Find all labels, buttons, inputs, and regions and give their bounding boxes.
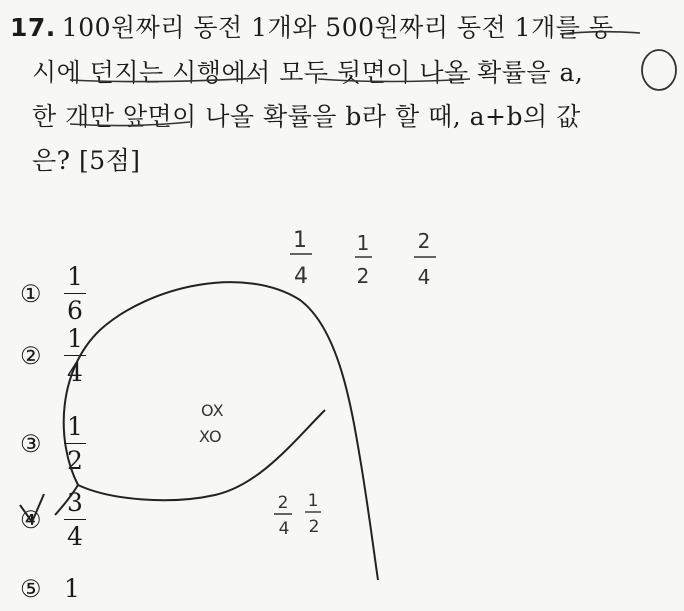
choice-marker: ③ <box>20 429 42 458</box>
choice-4[interactable] <box>20 490 86 549</box>
choice-marker: ④ <box>20 505 42 534</box>
circle-mark <box>642 50 676 90</box>
denominator: 2 <box>67 446 83 475</box>
denominator: 6 <box>67 296 83 325</box>
denominator: 4 <box>67 358 83 387</box>
hw-fraction-e <box>305 491 321 537</box>
numerator: 3 <box>64 490 86 520</box>
problem-line-1 <box>10 8 613 44</box>
choice-3[interactable] <box>20 414 86 473</box>
svg-text:1: 1 <box>293 228 307 253</box>
hw-fraction-a <box>290 228 312 289</box>
svg-text:4: 4 <box>278 519 290 539</box>
hw-outcome-table <box>199 401 224 446</box>
fraction <box>64 414 86 473</box>
svg-text:4: 4 <box>417 265 431 289</box>
problem-number: 17. <box>10 13 56 42</box>
choice-1[interactable] <box>20 264 86 323</box>
svg-text:OX: OX <box>201 401 224 420</box>
fraction <box>64 326 86 385</box>
problem-text-1: 100원짜리 동전 1개와 500원짜리 동전 1개를 동 <box>61 13 614 42</box>
problem-line-2: 시에 던지는 시행에서 모두 뒷면이 나올 확률을 a, <box>32 58 584 87</box>
svg-text:2: 2 <box>277 493 289 513</box>
choice-5[interactable] <box>20 574 80 603</box>
svg-text:XO: XO <box>199 427 222 446</box>
numerator: 1 <box>64 414 86 444</box>
svg-text:2: 2 <box>356 264 370 288</box>
svg-text:2: 2 <box>308 517 320 537</box>
svg-text:1: 1 <box>307 491 319 511</box>
choice-2[interactable] <box>20 326 86 385</box>
svg-text:1: 1 <box>356 231 370 255</box>
numerator: 1 <box>64 264 86 294</box>
hw-fraction-d <box>274 493 292 539</box>
numerator: 1 <box>64 326 86 356</box>
hw-fraction-b <box>355 231 372 288</box>
denominator: 4 <box>67 522 83 551</box>
svg-text:4: 4 <box>294 264 308 289</box>
choice-marker: ① <box>20 279 42 308</box>
problem-line-4: 은? [5점] <box>32 146 141 175</box>
loop-stroke <box>64 282 378 580</box>
choice-value: 1 <box>64 574 80 603</box>
fraction <box>64 264 86 323</box>
svg-text:2: 2 <box>417 229 431 253</box>
choice-marker: ⑤ <box>20 574 42 603</box>
problem-line-3: 한 개만 앞면이 나올 확률을 b라 할 때, a+b의 값 <box>32 102 581 131</box>
loop-inner-stroke <box>78 410 325 500</box>
hw-fraction-c <box>414 229 436 289</box>
fraction <box>64 490 86 549</box>
choice-marker: ② <box>20 341 42 370</box>
